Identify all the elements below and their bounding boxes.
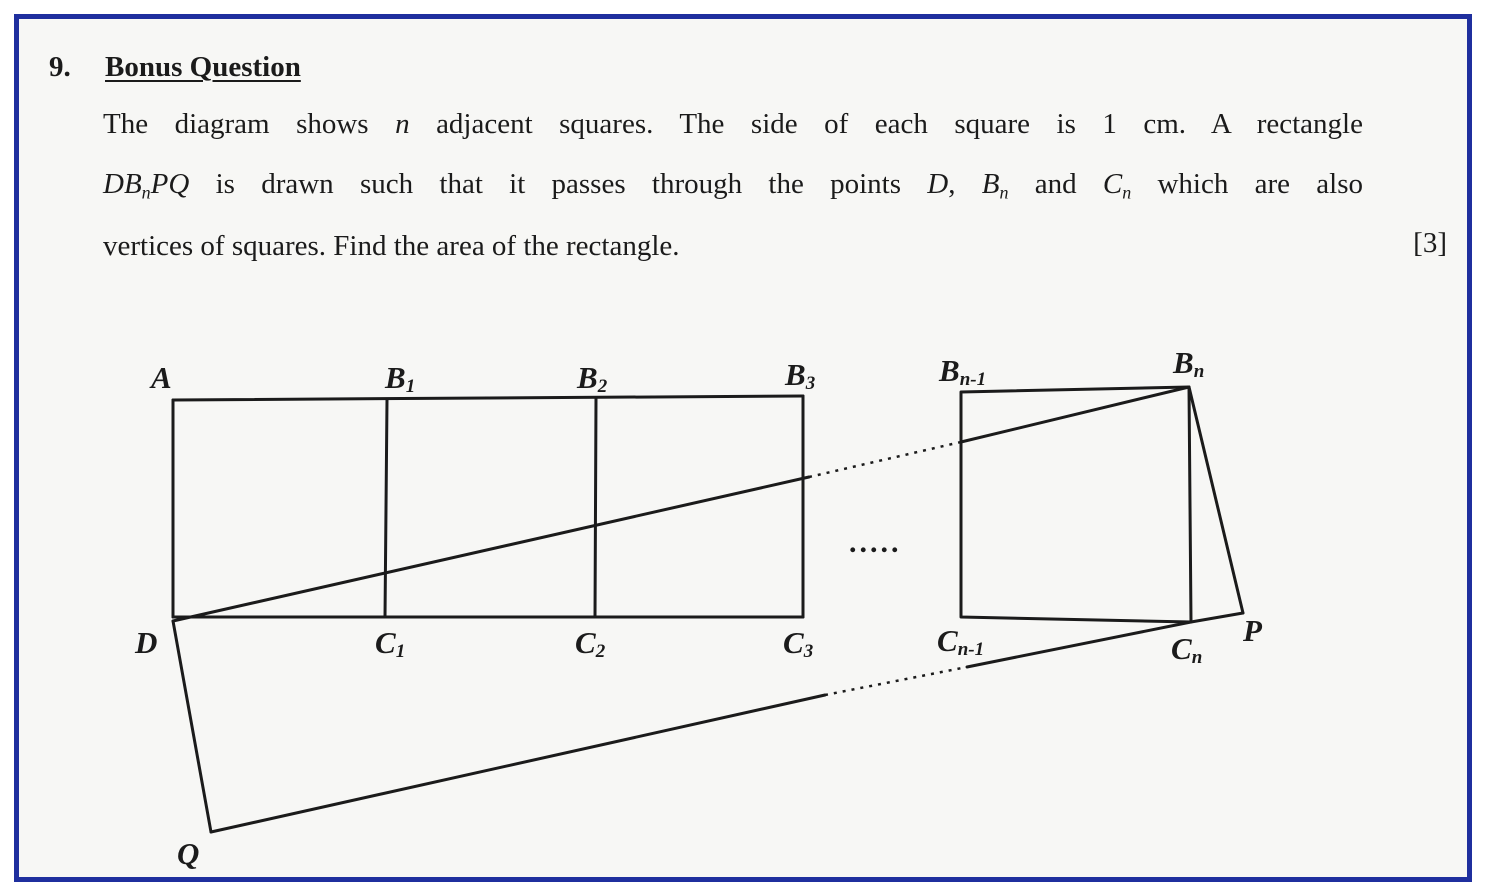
label-B1: B1 — [385, 360, 416, 397]
dotted-diagonal — [809, 442, 961, 477]
label-C3: C3 — [783, 625, 814, 662]
label-C1: C1 — [375, 625, 406, 662]
question-text-line-3: vertices of squares. Find the area of the rectangle. — [103, 230, 680, 262]
squares-rectangle-diagram — [19, 19, 1467, 877]
label-Q: Q — [177, 836, 200, 871]
label-Cn: Cn — [1171, 631, 1203, 668]
rect-side-Cn-Cn1 — [967, 622, 1191, 667]
square-last — [961, 387, 1191, 622]
ellipsis-dots: ..... — [849, 526, 902, 559]
rect-side-D-Q — [173, 621, 211, 832]
label-B2: B2 — [577, 360, 608, 397]
label-C2: C2 — [575, 625, 606, 662]
rect-side-P-Cn — [1191, 613, 1243, 622]
question-text-line-2: $DB_nPQ$ is drawn such that it passes through the points D, $B_n$ and $C_n$ which are also — [103, 168, 1364, 203]
rect-side-Bn-P — [1189, 387, 1243, 613]
question-number: 9. — [49, 51, 71, 83]
label-A: A — [151, 360, 172, 395]
label-D: D — [135, 625, 158, 660]
label-P: P — [1243, 613, 1262, 648]
question-marks: [3] — [1413, 227, 1447, 259]
label-Cn-1: Cn-1 — [937, 623, 985, 660]
diagonal-D-to-mid — [173, 477, 809, 621]
square-edge-B1C1 — [385, 400, 387, 617]
question-card — [14, 14, 1472, 882]
label-Bn-1: Bn-1 — [939, 353, 987, 390]
square-row-top-edge — [173, 396, 803, 400]
question-title: Bonus Question — [105, 51, 301, 83]
label-B3: B3 — [785, 357, 816, 394]
rect-side-Q-mid — [211, 695, 825, 832]
label-Bn: Bn — [1173, 345, 1205, 382]
question-text-line-1: The diagram shows n adjacent squares. The side of each square is 1 cm. A rectangle — [103, 108, 1363, 140]
dotted-lower-side — [825, 667, 967, 695]
diagonal-mid-to-Bn — [961, 387, 1189, 442]
square-edge-B2C2 — [595, 398, 596, 617]
